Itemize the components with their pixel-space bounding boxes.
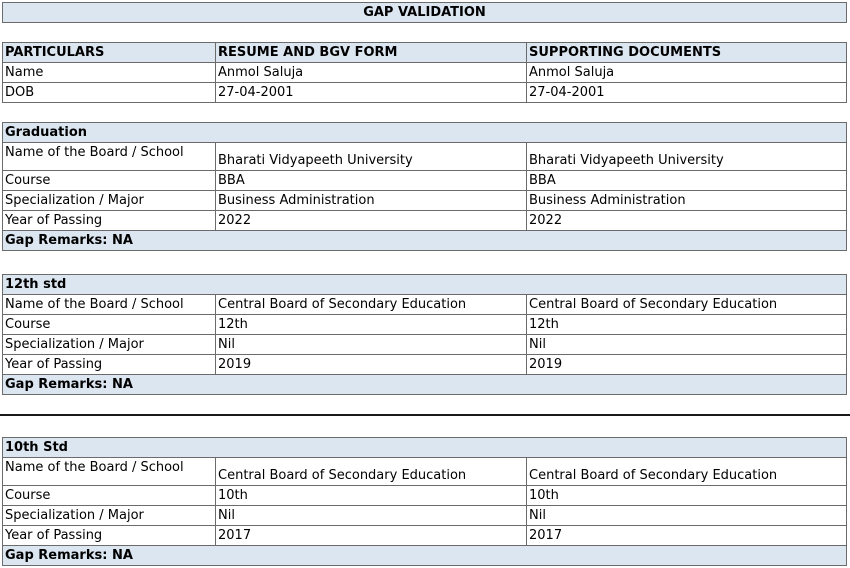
resume-value: 2019 xyxy=(216,355,527,375)
section-heading-row xyxy=(3,123,847,143)
table-row xyxy=(3,486,847,506)
docs-value: Nil xyxy=(527,335,847,355)
section-heading: Graduation xyxy=(3,123,847,143)
gap-remarks-row xyxy=(3,546,847,566)
gap-remarks: Gap Remarks: NA xyxy=(3,231,847,251)
resume-value: 27-04-2001 xyxy=(216,83,527,103)
row-label: Specialization / Major xyxy=(3,191,216,211)
row-label: Specialization / Major xyxy=(3,335,216,355)
gap-remarks: Gap Remarks: NA xyxy=(3,546,847,566)
resume-value: 12th xyxy=(216,315,527,335)
resume-value: Bharati Vidyapeeth University xyxy=(216,143,527,171)
docs-value: 2017 xyxy=(527,526,847,546)
gap-remarks-row xyxy=(3,231,847,251)
resume-value: 2022 xyxy=(216,211,527,231)
section-heading: 10th Std xyxy=(3,438,847,458)
gap-remarks: Gap Remarks: NA xyxy=(3,375,847,395)
docs-value: Anmol Saluja xyxy=(527,63,847,83)
row-label: Name xyxy=(3,63,216,83)
resume-value: Nil xyxy=(216,335,527,355)
col-header-supporting: SUPPORTING DOCUMENTS xyxy=(527,43,847,63)
table-row xyxy=(3,211,847,231)
resume-value: Anmol Saluja xyxy=(216,63,527,83)
table-row xyxy=(3,335,847,355)
section-heading: 12th std xyxy=(3,275,847,295)
docs-value: 27-04-2001 xyxy=(527,83,847,103)
row-label: Course xyxy=(3,315,216,335)
graduation-table xyxy=(2,122,847,251)
table-row xyxy=(3,295,847,315)
resume-value: 10th xyxy=(216,486,527,506)
docs-value: Bharati Vidyapeeth University xyxy=(527,143,847,171)
section-divider xyxy=(0,414,850,416)
resume-value: Central Board of Secondary Education xyxy=(216,458,527,486)
row-label: Year of Passing xyxy=(3,355,216,375)
col-header-particulars: PARTICULARS xyxy=(3,43,216,63)
particulars-table xyxy=(2,42,847,103)
resume-value: Business Administration xyxy=(216,191,527,211)
table-row xyxy=(3,83,847,103)
resume-value: 2017 xyxy=(216,526,527,546)
row-label: Course xyxy=(3,171,216,191)
section-heading-row xyxy=(3,275,847,295)
table-row xyxy=(3,458,847,486)
row-label: Name of the Board / School xyxy=(3,295,216,315)
docs-value: Central Board of Secondary Education xyxy=(527,458,847,486)
page-title: GAP VALIDATION xyxy=(3,3,847,23)
col-header-resume: RESUME AND BGV FORM xyxy=(216,43,527,63)
table-row xyxy=(3,171,847,191)
title-table xyxy=(2,2,847,23)
row-label: Course xyxy=(3,486,216,506)
tenth-table xyxy=(2,437,847,566)
section-heading-row xyxy=(3,438,847,458)
row-label: Name of the Board / School xyxy=(3,143,216,171)
table-row xyxy=(3,355,847,375)
docs-value: BBA xyxy=(527,171,847,191)
row-label: Year of Passing xyxy=(3,211,216,231)
row-label: Name of the Board / School xyxy=(3,458,216,486)
table-row xyxy=(3,191,847,211)
gap-remarks-row xyxy=(3,375,847,395)
table-row xyxy=(3,506,847,526)
row-label: Year of Passing xyxy=(3,526,216,546)
docs-value: Nil xyxy=(527,506,847,526)
table-row xyxy=(3,143,847,171)
docs-value: 12th xyxy=(527,315,847,335)
row-label: DOB xyxy=(3,83,216,103)
resume-value: BBA xyxy=(216,171,527,191)
resume-value: Nil xyxy=(216,506,527,526)
row-label: Specialization / Major xyxy=(3,506,216,526)
docs-value: 2019 xyxy=(527,355,847,375)
resume-value: Central Board of Secondary Education xyxy=(216,295,527,315)
docs-value: 10th xyxy=(527,486,847,506)
table-row xyxy=(3,526,847,546)
table-row xyxy=(3,63,847,83)
table-row xyxy=(3,315,847,335)
docs-value: Business Administration xyxy=(527,191,847,211)
particulars-header-row xyxy=(3,43,847,63)
twelfth-table xyxy=(2,274,847,395)
docs-value: Central Board of Secondary Education xyxy=(527,295,847,315)
docs-value: 2022 xyxy=(527,211,847,231)
